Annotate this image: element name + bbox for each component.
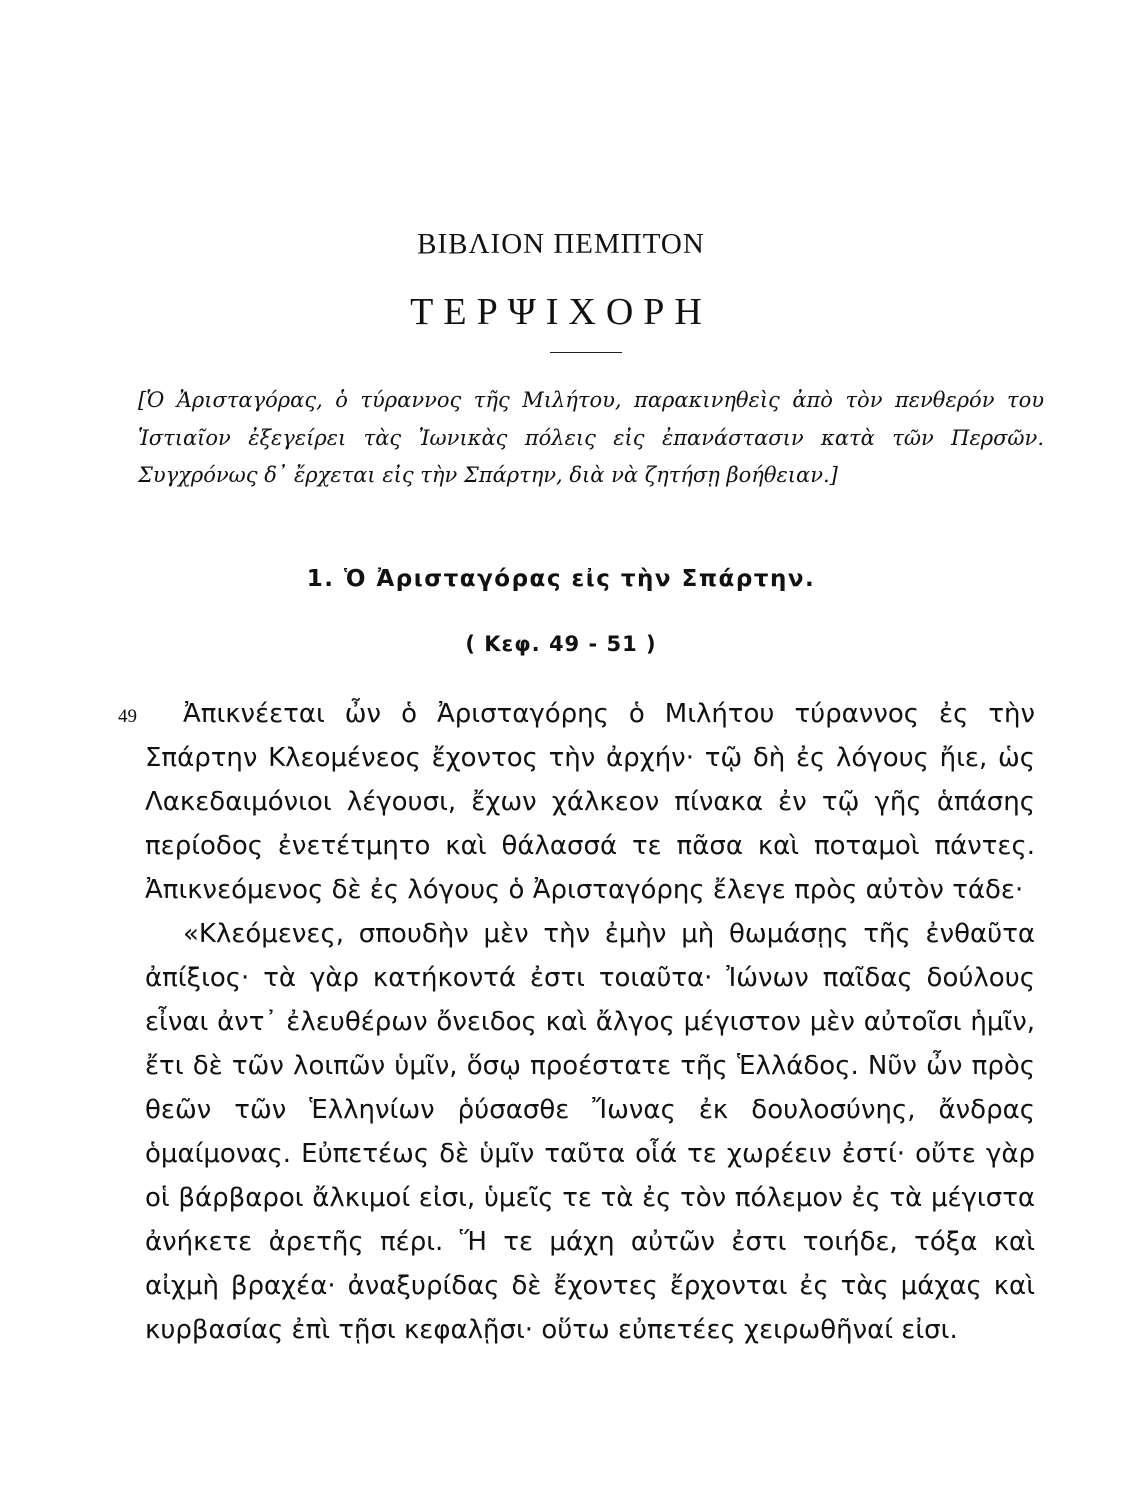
section-heading: 1. Ὁ Ἀρισταγόρας εἰς τὴν Σπάρτην. — [306, 566, 816, 592]
chapter-summary — [138, 382, 1044, 495]
chapter-reference: ( Κεφ. 49 - 51 ) — [465, 632, 657, 656]
paragraph-1: Ἀπικνέεται ὦν ὁ Ἀρισταγόρης ὁ Μιλήτου τύραννος ἐς τὴν Σπάρτην Κλεομένεος ἔχοντος τὴν ἀρχήν· τῷ δὴ ἐς λόγους ἤιε, ὡς Λακεδαιμόνιοι λέγουσι, ἔχων χάλκεον πίνακα ἐν τῷ γῆς ἁπάσης περίοδος ἐνετέτμητο καὶ θάλασσά τε πᾶσα καὶ ποταμοὶ πάντες. Ἀπικνεόμενος δὲ ἐς λόγους ὁ Ἀρισταγόρης ἔλεγε πρὸς αὐτὸν τάδε· — [145, 699, 1035, 905]
summary-text: [Ὁ Ἀρισταγόρας, ὁ τύραννος τῆς Μιλήτου, παρακινηθεὶς ἀπὸ τὸν πενθερόν του Ἱστιαῖον ἐξεγείρει τὰς Ἰωνικὰς πόλεις εἰς ἐπανάστασιν κατὰ τῶν Περσῶν. Συγχρόνως δ᾽ ἔρχεται εἰς τὴν Σπάρτην, διὰ νὰ ζητήσῃ βοήθειαν.] — [138, 388, 1044, 487]
title-rule — [550, 352, 622, 353]
book-title: ΒΙΒΛΙΟΝ ΠΕΜΠΤΟΝ — [417, 228, 705, 260]
paragraph-2: «Κλεόμενες, σπουδὴν μὲν τὴν ἐμὴν μὴ θωμάσῃς τῆς ἐνθαῦτα ἀπίξιος· τὰ γὰρ κατήκοντά ἐστι τοιαῦτα· Ἰώνων παῖδας δούλους εἶναι ἀντ᾽ ἐλευθέρων ὄνειδος καὶ ἄλγος μέγιστον μὲν αὐτοῖσι ἡμῖν, ἔτι δὲ τῶν λοιπῶν ὑμῖν, ὅσῳ προέστατε τῆς Ἑλλάδος. Νῦν ὦν πρὸς θεῶν τῶν Ἑλληνίων ῥύσασθε Ἴωνας ἐκ δουλοσύνης, ἄνδρας ὁμαίμονας. Εὐπετέως δὲ ὑμῖν ταῦτα οἷά τε χωρέειν ἐστί· οὔτε γὰρ οἱ βάρβαροι ἄλκιμοί εἰσι, ὑμεῖς τε τὰ ἐς τὸν πόλεμον ἐς τὰ μέγιστα ἀνήκετε ἀρετῆς πέρι. Ἥ τε μάχη αὐτῶν ἐστι τοιήδε, τόξα καὶ αἰχμὴ βραχέα· ἀναξυρίδας δὲ ἔχοντες ἔρχονται ἐς τὰς μάχας καὶ κυρβασίας ἐπὶ τῇσι κεφαλῇσι· οὕτω εὐπετέες χειρωθῆναί εἰσι. — [145, 919, 1035, 1345]
main-text — [145, 692, 1035, 1352]
muse-title: ΤΕΡΨΙΧΟΡΗ — [410, 291, 712, 333]
margin-chapter-number: 49 — [118, 706, 137, 727]
